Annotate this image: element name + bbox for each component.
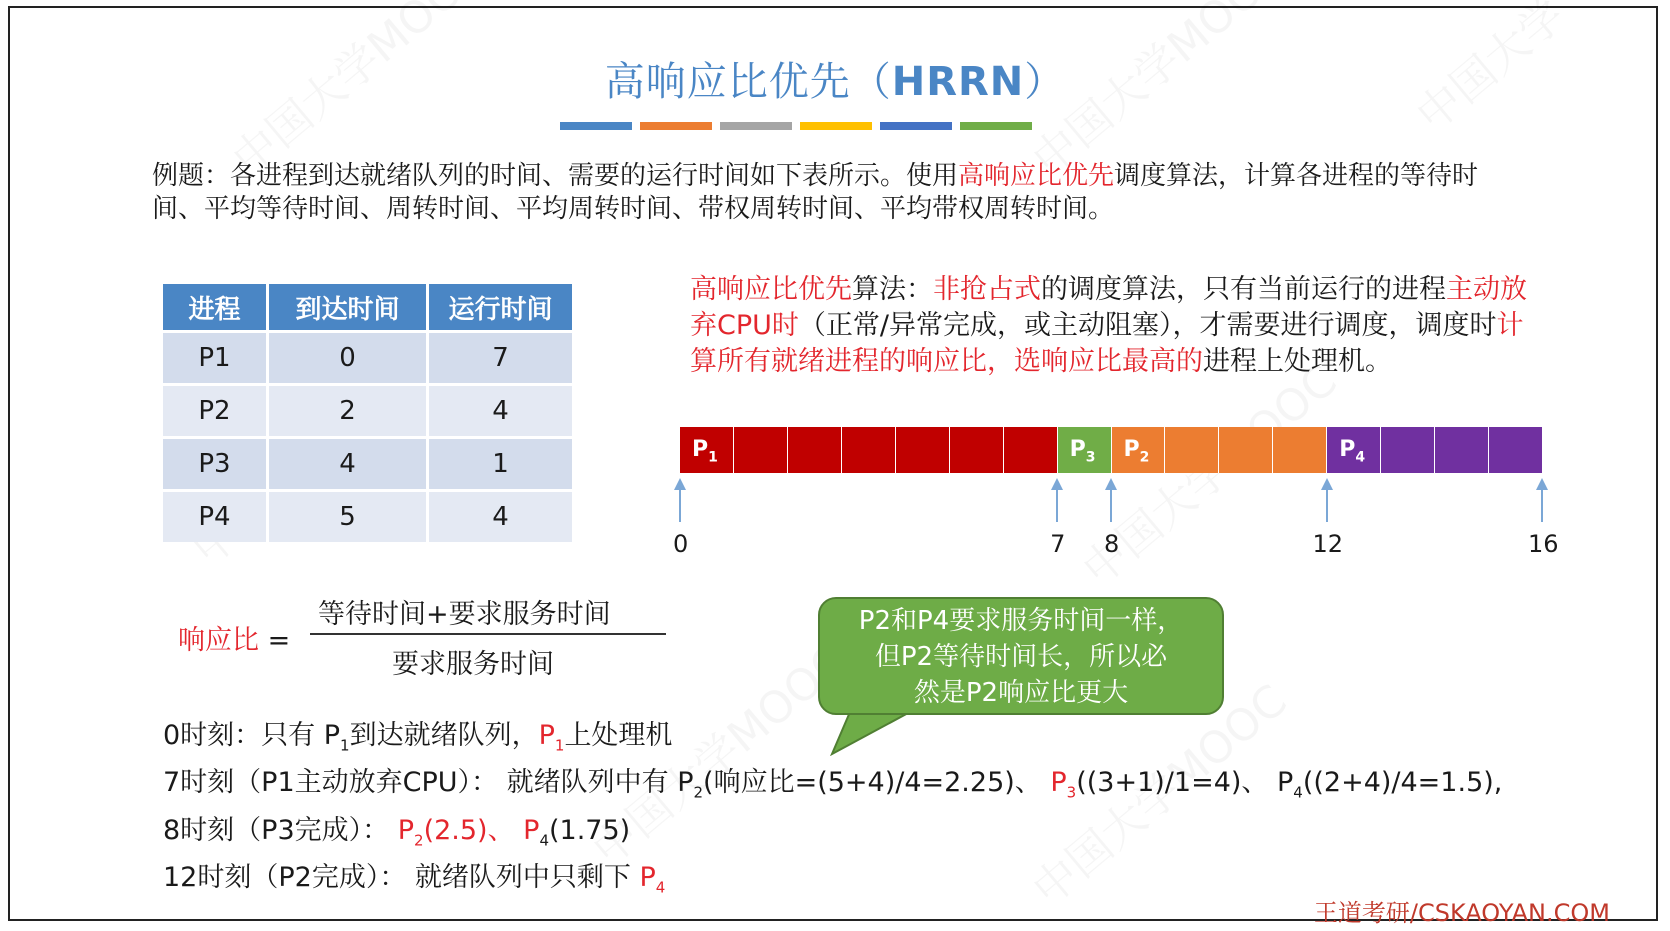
- color-bar-segment: [880, 122, 952, 130]
- event-text: 上处理机: [564, 720, 673, 751]
- formula-numerator: 等待时间+要求服务时间: [318, 599, 611, 630]
- gantt-cell: [1058, 427, 1112, 473]
- gantt-cell: [1435, 427, 1489, 473]
- cell-arrival: 4: [268, 438, 428, 491]
- formula-equals: =: [259, 625, 291, 656]
- event-text: (响应比=(5+4)/4=2.25)、: [703, 767, 1051, 799]
- event-red: P: [397, 814, 415, 846]
- gantt-process-sub: 1: [708, 449, 718, 466]
- callout-line: P2和P4要求服务时间一样，: [858, 606, 1184, 636]
- callout-note: [818, 597, 1224, 715]
- event-line-8: [163, 812, 1502, 859]
- event-sub: 4: [655, 878, 666, 897]
- table-row: [163, 491, 574, 543]
- gantt-process-label: P: [1339, 437, 1356, 462]
- table-row: [163, 385, 574, 438]
- gantt-cell: [1327, 427, 1381, 473]
- response-ratio-label: 响应比: [178, 625, 259, 656]
- title-main: 高响应比优先（: [604, 59, 892, 105]
- color-bar-segment: [800, 122, 872, 130]
- cell-run: 4: [428, 385, 574, 438]
- time-arrow-icon: [1318, 478, 1336, 523]
- formula-label: [178, 618, 290, 657]
- time-arrow-icon: [671, 478, 689, 523]
- cell-process: P2: [163, 385, 268, 438]
- gantt-process-sub: 2: [1139, 449, 1150, 466]
- intro-part1: 例题：各进程到达就绪队列的时间、需要的运行时间如下表所示。使用: [152, 161, 959, 191]
- gantt-cell: [680, 427, 734, 473]
- event-red: P: [538, 720, 555, 751]
- gantt-cell: [1273, 427, 1327, 473]
- gantt-cell: [1165, 427, 1219, 473]
- event-sub: 2: [693, 783, 704, 802]
- event-text: ((3+1)/1=4)、 P: [1076, 767, 1294, 799]
- process-table: [163, 284, 575, 542]
- gantt-cell: [734, 427, 788, 473]
- gantt-cell: [1381, 427, 1435, 473]
- title-latin: HRRN: [891, 59, 1025, 105]
- gantt-chart: [680, 427, 1542, 473]
- callout-line: 但P2等待时间长，所以必: [874, 642, 1168, 672]
- event-sub: 2: [414, 831, 424, 850]
- gantt-cell: [1219, 427, 1273, 473]
- event-text: 到达就绪队列，: [349, 720, 539, 751]
- brand-watermark: 王道考研/CSKAOYAN.COM: [1313, 899, 1610, 927]
- col-header-process: 进程: [163, 284, 268, 332]
- gantt-cell: [1489, 427, 1542, 473]
- cell-run: 1: [428, 438, 574, 491]
- col-header-run: 运行时间: [428, 284, 574, 332]
- time-tick-label: 16: [1528, 530, 1559, 558]
- cell-arrival: 5: [268, 491, 428, 543]
- intro-part2: 调度算法，计算各进程的等待时间、平均等待时间、周转时间、平均周转时间、带权周转时间、平均带权周转时间。: [152, 161, 1479, 224]
- event-red: P: [639, 862, 656, 894]
- event-red: (2.5)、 P: [423, 814, 540, 846]
- cell-arrival: 2: [268, 385, 428, 438]
- formula-denominator: 要求服务时间: [392, 649, 554, 680]
- event-line-0: [163, 717, 1502, 764]
- color-bar-segment: [720, 122, 792, 130]
- time-arrow-icon: [1533, 478, 1551, 523]
- event-text: 8时刻（P3完成）：: [163, 814, 398, 846]
- intro-highlight: 高响应比优先: [958, 161, 1115, 191]
- time-arrow-icon: [1102, 478, 1120, 523]
- algorithm-description: [690, 272, 1530, 380]
- title-close: ）: [1024, 59, 1066, 105]
- algo-text: 的调度算法，只有当前运行的进程: [1041, 274, 1446, 305]
- problem-statement: [152, 160, 1522, 226]
- algo-text: （正常/异常完成，或主动阻塞），才需要进行调度，调度时: [798, 310, 1497, 341]
- gantt-cell: [950, 427, 1004, 473]
- callout-line: 然是P2响应比更大: [913, 678, 1129, 708]
- gantt-cell: [1004, 427, 1058, 473]
- cell-run: 4: [428, 491, 574, 543]
- time-tick-label: 8: [1104, 530, 1120, 558]
- gantt-cell: [788, 427, 842, 473]
- event-text: ((2+4)/4=1.5),: [1302, 767, 1503, 799]
- cell-run: 7: [428, 332, 574, 385]
- table-row: [163, 438, 574, 491]
- event-sub: 3: [1066, 783, 1077, 802]
- gantt-cell: [896, 427, 950, 473]
- gantt-cell: [842, 427, 896, 473]
- gantt-process-label: P: [692, 437, 709, 462]
- algo-compute: 计算所有就绪进程的响应比，选响应比最高的: [690, 310, 1524, 377]
- event-line-7: [163, 764, 1502, 811]
- gantt-process-sub: 4: [1355, 449, 1366, 466]
- time-tick-label: 7: [1050, 530, 1066, 558]
- algo-name: 高响应比优先: [690, 274, 852, 305]
- event-sub: 4: [1293, 783, 1303, 802]
- time-tick-label: 12: [1312, 530, 1344, 558]
- event-sub: 1: [554, 736, 565, 755]
- event-text: 12时刻（P2完成）： 就绪队列中只剩下: [163, 862, 640, 894]
- cell-process: P3: [163, 438, 268, 491]
- gantt-process-label: P: [1069, 437, 1086, 462]
- event-timeline: [163, 717, 1502, 907]
- event-text: 7时刻（P1主动放弃CPU）： 就绪队列中有 P: [163, 767, 694, 799]
- cell-arrival: 0: [268, 332, 428, 385]
- algo-nonpreemptive: 非抢占式: [933, 274, 1041, 305]
- time-tick-label: 0: [673, 530, 689, 558]
- color-bar-segment: [640, 122, 712, 130]
- gantt-cell: [1112, 427, 1166, 473]
- gantt-process-sub: 3: [1085, 449, 1096, 466]
- table-header-row: [163, 284, 574, 332]
- algo-yield: 主动放弃CPU时: [690, 274, 1527, 341]
- event-text: 0时刻：只有 P: [163, 720, 341, 751]
- cell-process: P1: [163, 332, 268, 385]
- color-bar-segment: [960, 122, 1032, 130]
- event-red: P: [1050, 767, 1067, 799]
- table-row: [163, 332, 574, 385]
- algo-text: 进程上处理机。: [1203, 346, 1392, 377]
- fraction-bar: [310, 633, 666, 635]
- time-arrow-icon: [1048, 478, 1066, 523]
- algo-text: 算法：: [852, 274, 933, 305]
- cell-process: P4: [163, 491, 268, 543]
- page-title: [0, 50, 1670, 107]
- event-text: (1.75): [549, 814, 631, 846]
- event-sub: 1: [340, 736, 350, 755]
- gantt-process-label: P: [1123, 437, 1140, 462]
- event-sub: 4: [539, 831, 549, 850]
- event-line-12: [163, 859, 1502, 906]
- col-header-arrival: 到达时间: [268, 284, 428, 332]
- color-bar-segment: [560, 122, 632, 130]
